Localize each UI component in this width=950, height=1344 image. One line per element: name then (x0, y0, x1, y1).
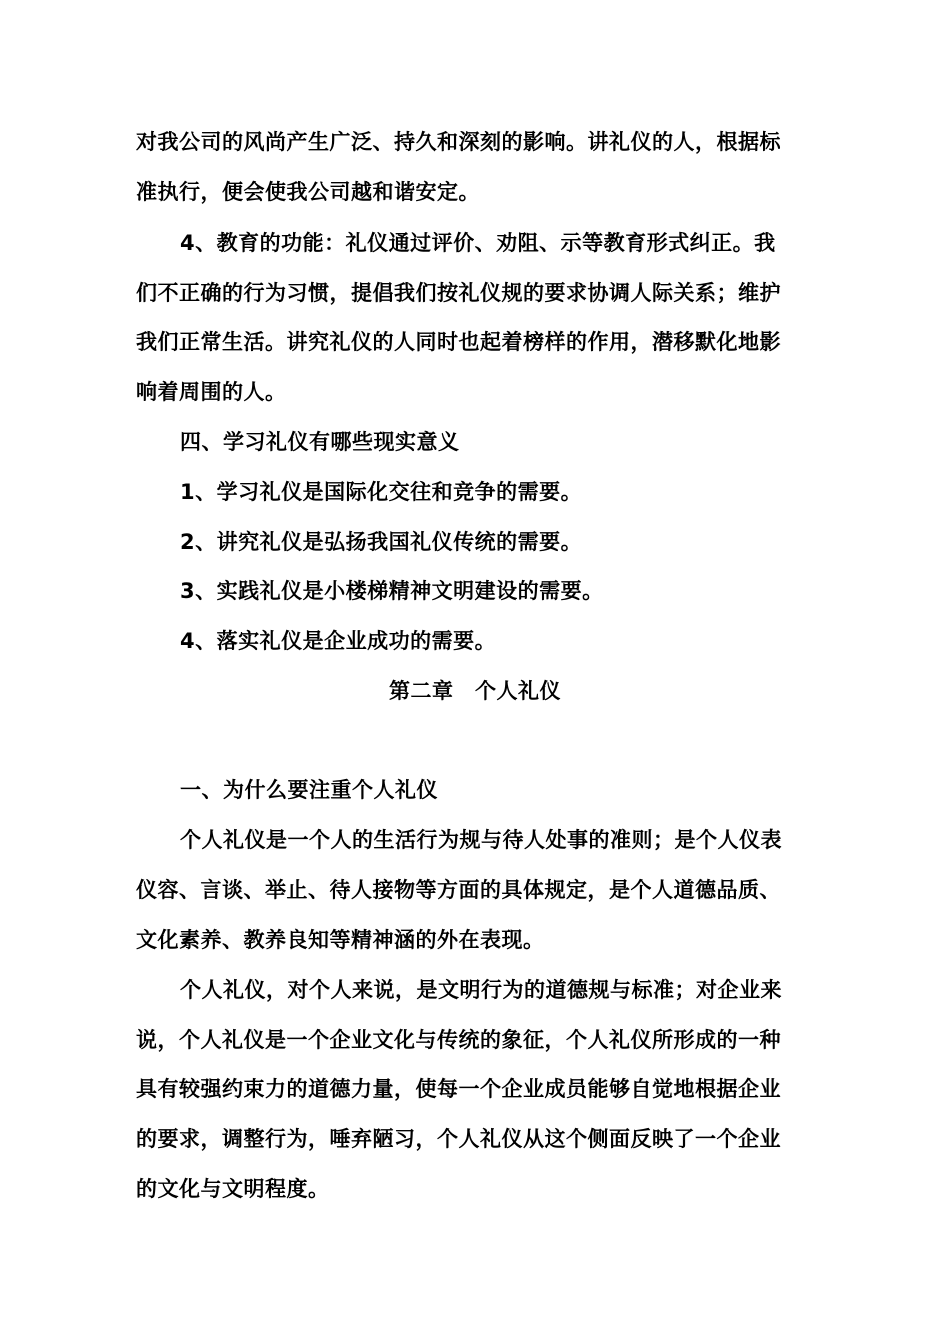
chapter-title: 第二章 个人礼仪 (389, 679, 561, 703)
paragraph-line: 仪容、言谈、举止、待人接物等方面的具体规定，是个人道德品质、 (136, 878, 781, 902)
list-item: 3、实践礼仪是小楼梯精神文明建设的需要。 (180, 579, 604, 603)
paragraph-line: 对我公司的风尚产生广泛、持久和深刻的影响。讲礼仪的人，根据标 (136, 130, 781, 154)
paragraph-line: 的要求，调整行为，唾弃陋习，个人礼仪从这个侧面反映了一个企业 (136, 1127, 781, 1151)
paragraph-line: 4、教育的功能：礼仪通过评价、劝阻、示等教育形式纠正。我 (180, 231, 776, 255)
paragraph-line: 个人礼仪，对个人来说，是文明行为的道德规与标准；对企业来 (180, 978, 782, 1002)
paragraph-line: 的文化与文明程度。 (136, 1177, 330, 1201)
paragraph-line: 我们正常生活。讲究礼仪的人同时也起着榜样的作用，潜移默化地影 (136, 330, 781, 354)
section-heading: 四、学习礼仪有哪些现实意义 (180, 430, 460, 454)
paragraph-line: 说，个人礼仪是一个企业文化与传统的象征，个人礼仪所形成的一种 (136, 1028, 781, 1052)
section-heading: 一、为什么要注重个人礼仪 (180, 778, 438, 802)
list-item: 2、讲究礼仪是弘扬我国礼仪传统的需要。 (180, 530, 583, 554)
list-item: 4、落实礼仪是企业成功的需要。 (180, 629, 497, 653)
paragraph-line: 响着周围的人。 (136, 380, 287, 404)
paragraph-line: 们不正确的行为习惯，提倡我们按礼仪规的要求协调人际关系；维护 (136, 281, 781, 305)
paragraph-line: 文化素养、教养良知等精神涵的外在表现。 (136, 928, 545, 952)
paragraph-line: 具有较强约束力的道德力量，使每一个企业成员能够自觉地根据企业 (136, 1077, 781, 1101)
paragraph-line: 准执行，便会使我公司越和谐安定。 (136, 180, 480, 204)
list-item: 1、学习礼仪是国际化交往和竞争的需要。 (180, 480, 583, 504)
paragraph-line: 个人礼仪是一个人的生活行为规与待人处事的准则；是个人仪表 (180, 828, 782, 852)
